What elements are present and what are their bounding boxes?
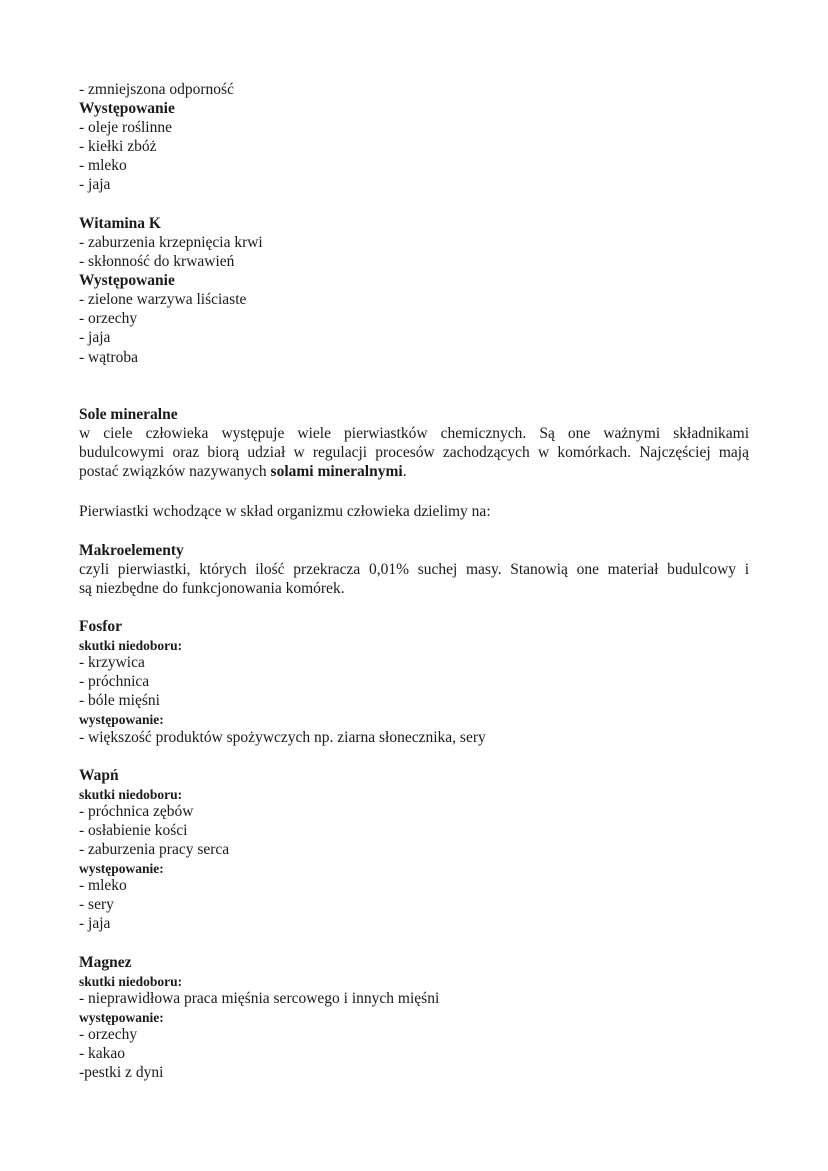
magnez-deficit-item: - nieprawidłowa praca mięśnia sercowego i innych mięśni — [79, 990, 440, 1007]
fosfor-deficit-item: - próchnica — [79, 673, 150, 690]
fosfor-title: Fosfor — [79, 618, 123, 635]
paragraph-line — [79, 462, 749, 481]
wapn-deficit-item: - zaburzenia pracy serca — [79, 841, 230, 858]
wapn-occurrence-item: - mleko — [79, 877, 127, 894]
macro-paragraph — [79, 560, 749, 598]
paragraph-line: czyli pierwiastki, których ilość przekracza 0,01% suchej masy. Stanowią one materiał budulcowy i — [79, 561, 749, 578]
paragraph-line: w ciele człowieka występuje wiele pierwiastków chemicznych. Są one ważnymi składnikami — [79, 425, 749, 442]
fosfor-deficit-item: - krzywica — [79, 654, 145, 671]
minerals-paragraph — [79, 424, 749, 481]
wapn-occurrence-item: - jaja — [79, 915, 111, 932]
paragraph-text: postać związków nazywanych — [79, 463, 271, 480]
magnez-occurrence-label: występowanie: — [79, 1010, 164, 1025]
vit-k-occurrence-item: - zielone warzywa liściaste — [79, 291, 247, 308]
magnez-deficit-label: skutki niedoboru: — [79, 974, 183, 989]
fosfor-deficit-item: - bóle mięśni — [79, 692, 160, 709]
bold-term: solami mineralnymi — [270, 463, 403, 480]
paragraph-line: budulcowymi oraz biorą udział w regulacji procesów zachodzących w komórkach. Najczęściej mają — [79, 444, 749, 461]
vit-k-symptom: - zaburzenia krzepnięcia krwi — [79, 234, 263, 251]
wapn-deficit-label: skutki niedoboru: — [79, 787, 183, 802]
magnez-occurrence-item: - orzechy — [79, 1026, 138, 1043]
paragraph-line: są niezbędne do funkcjonowania komórek. — [79, 580, 345, 597]
vit-e-occurrence-heading: Występowanie — [79, 100, 175, 117]
magnez-occurrence-item: - kakao — [79, 1045, 126, 1062]
vit-k-symptom: - skłonność do krwawień — [79, 253, 235, 270]
vit-k-title: Witamina K — [79, 215, 161, 232]
vit-e-occurrence-item: - oleje roślinne — [79, 119, 172, 136]
wapn-deficit-item: - próchnica zębów — [79, 803, 194, 820]
macro-title: Makroelementy — [79, 542, 184, 559]
vit-e-occurrence-item: - mleko — [79, 157, 127, 174]
wapn-title: Wapń — [79, 767, 119, 784]
fosfor-occurrence-label: występowanie: — [79, 712, 164, 727]
fosfor-occurrence-item: - większość produktów spożywczych np. ziarna słonecznika, sery — [79, 729, 486, 746]
vit-k-occurrence-heading: Występowanie — [79, 272, 175, 289]
vit-e-symptom: - zmniejszona odporność — [79, 81, 234, 98]
fosfor-deficit-label: skutki niedoboru: — [79, 638, 183, 653]
vit-k-occurrence-item: - orzechy — [79, 310, 138, 327]
magnez-occurrence-item: -pestki z dyni — [79, 1064, 164, 1081]
vit-k-occurrence-item: - jaja — [79, 329, 111, 346]
division-sentence: Pierwiastki wchodzące w skład organizmu człowieka dzielimy na: — [79, 503, 491, 520]
wapn-occurrence-label: występowanie: — [79, 861, 164, 876]
vit-e-occurrence-item: - kiełki zbóż — [79, 138, 157, 155]
paragraph-text: . — [402, 463, 407, 480]
wapn-occurrence-item: - sery — [79, 896, 114, 913]
wapn-deficit-item: - osłabienie kości — [79, 822, 188, 839]
vit-k-occurrence-item: - wątroba — [79, 349, 138, 366]
magnez-title: Magnez — [79, 954, 132, 971]
minerals-title: Sole mineralne — [79, 406, 178, 423]
vit-e-occurrence-item: - jaja — [79, 176, 111, 193]
